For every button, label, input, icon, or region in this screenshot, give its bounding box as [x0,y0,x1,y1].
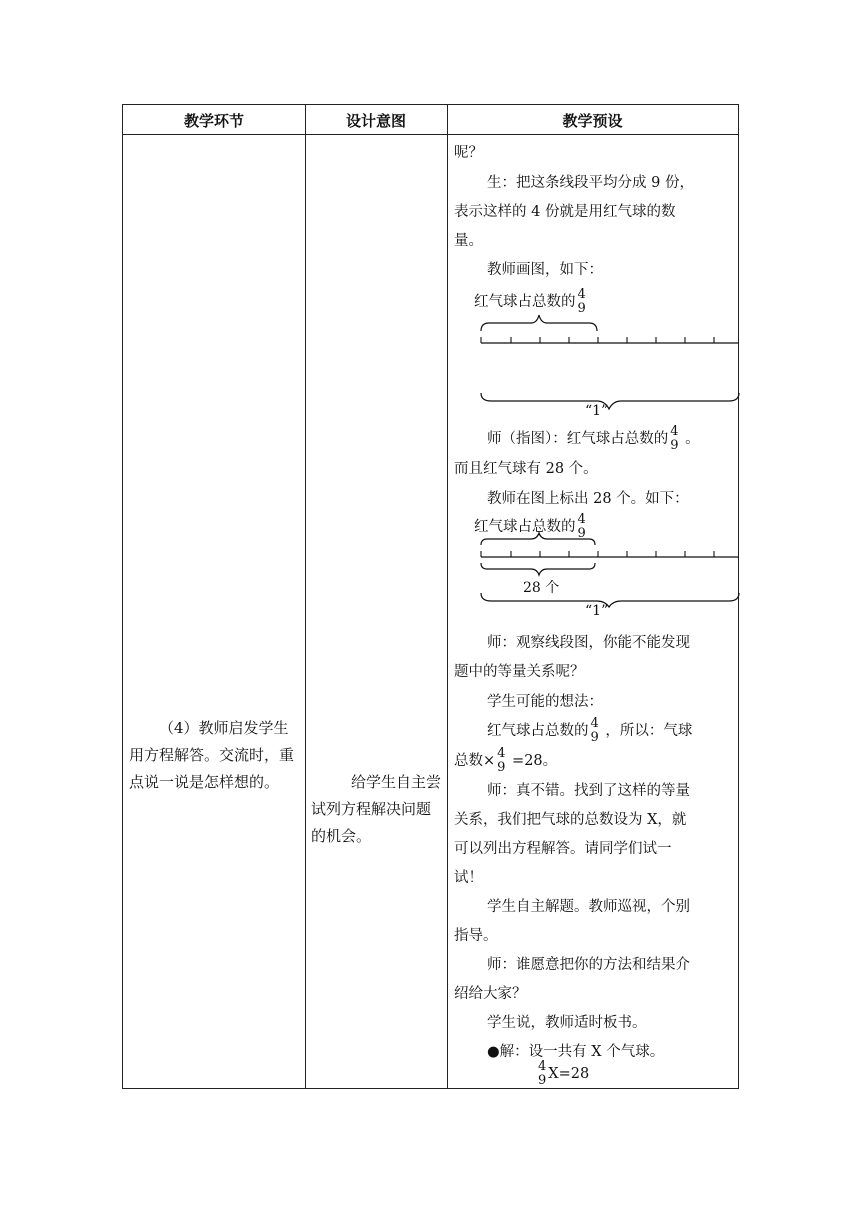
text-line: 关系，我们把气球的总数设为 X，就 [454,812,687,828]
header-teaching-preset: 教学预设 [562,112,623,130]
text-line: 教师画图，如下： [487,262,603,278]
whole-label: “1” [585,403,609,419]
text-line: 绍给大家？ [454,986,527,1002]
text-line: 总数× 4 9 =28。 [454,746,558,775]
text-line: 红气球占总数的 4 9 ，所以：气球 [487,716,693,745]
text-line: 量。 [454,233,483,249]
design-intent-text: 给学生自主尝试列方程解决问题的机会。 [311,773,442,845]
teaching-stage-text: （4）教师启发学生用方程解答。交流时，重点说一说是怎样想的。 [129,719,295,791]
text-line: 师：真不错。找到了这样的等量 [487,783,690,799]
diagram2-label: 红气球占总数的 4 9 [474,512,586,541]
fraction: 4 9 [538,1060,547,1088]
diagram1-label: 红气球占总数的 4 9 [474,287,586,316]
header-design-intent: 设计意图 [345,112,406,130]
text-line: 指导。 [454,928,498,944]
text-line: 可以列出方程解答。请同学们试一 [454,841,672,857]
text-line: 师（指图）：红气球占总数的 4 9 。 [487,424,700,453]
text-line: 师：谁愿意把你的方法和结果介 [487,957,690,973]
column-divider [447,105,448,1088]
header-divider [123,134,738,135]
fraction: 4 9 [670,424,679,453]
equation-line: 4 9 X=28 [538,1060,590,1088]
text-line: 试！ [454,870,483,886]
text-line: 师：观察线段图，你能不能发现 [487,635,690,651]
text-line: 呢？ [454,145,483,161]
text-line: 生：把这条线段平均分成 9 份， [487,175,694,191]
text-line: 题中的等量关系呢？ [454,664,585,680]
text-line: 学生自主解题。教师巡视，个别 [487,899,690,915]
text-line: 学生说，教师适时板书。 [487,1015,647,1031]
column-divider [305,105,306,1088]
header-teaching-stage: 教学环节 [183,112,244,130]
fraction: 4 9 [577,287,586,316]
text-line: ●解：设一共有 X 个气球。 [487,1044,665,1060]
text-line: 学生可能的想法： [487,694,603,710]
segment-diagram-2 [479,535,739,605]
fraction: 4 9 [590,716,599,745]
text-line: 表示这样的 4 份就是用红气球的数 [454,204,676,220]
lesson-plan-table [122,104,739,1089]
text-line: 而且红气球有 28 个。 [454,461,598,477]
text-line: 教师在图上标出 28 个。如下： [487,491,689,507]
segment-diagram-1 [479,313,739,413]
whole-label: “1” [585,603,609,619]
fraction: 4 9 [497,746,506,775]
fraction: 4 9 [577,512,586,541]
count-label: 28 个 [523,580,560,596]
